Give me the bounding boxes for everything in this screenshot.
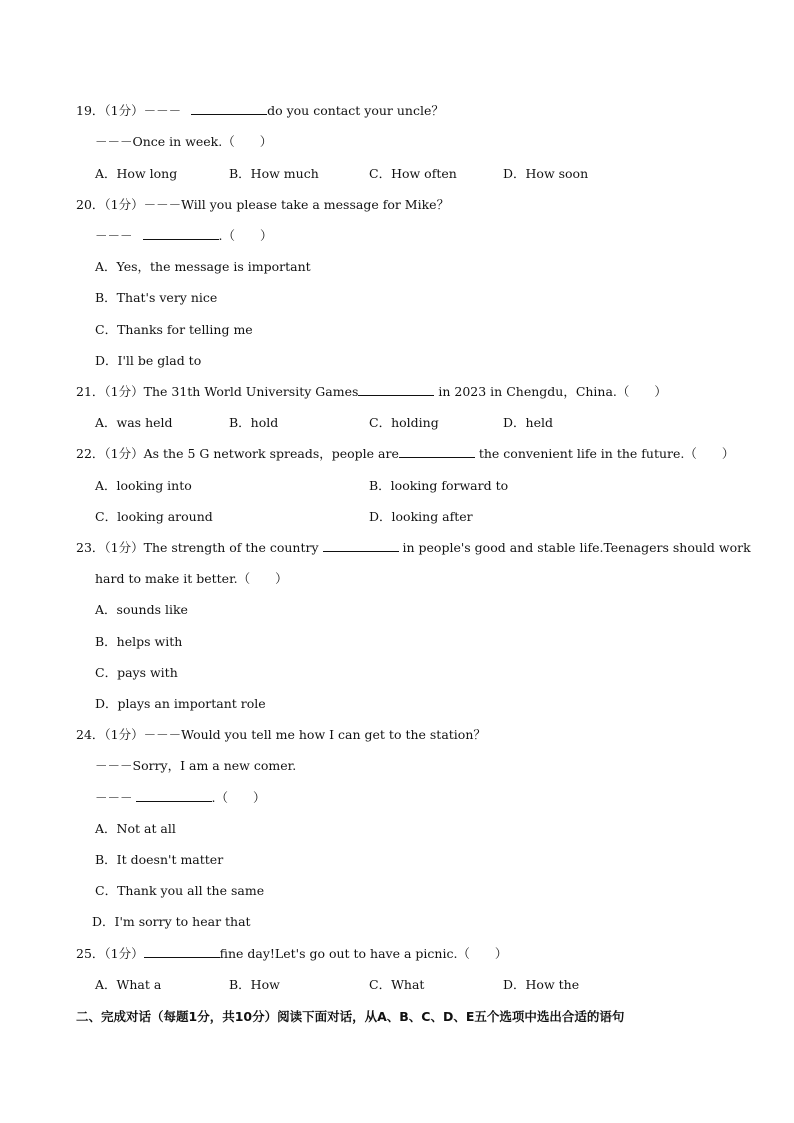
section-2-heading: 二、完成对话（每题1分，共10分）阅读下面对话，从A、B、C、D、E五个选项中选出合适的语句 — [76, 1009, 625, 1024]
q20-reply — [95, 228, 272, 244]
q24-option-d: D．I'm sorry to hear that — [92, 914, 251, 929]
q22-option-a: A．looking into — [95, 478, 192, 493]
q21-option-d: D．held — [503, 415, 553, 430]
question-24: 24．（1分）－－－Would you tell me how I can get to the station？ — [76, 727, 486, 742]
question-19 — [76, 103, 444, 119]
question-25 — [76, 946, 507, 962]
q21-option-c: C．holding — [369, 415, 439, 430]
q20-option-a: A．Yes，the message is important — [95, 259, 311, 274]
q21-option-a: A．was held — [95, 415, 173, 430]
q25-blank — [144, 946, 220, 958]
question-22 — [76, 446, 734, 462]
q25-option-b: B．How — [229, 977, 280, 992]
q24-reply-dash: －－－ — [95, 790, 133, 805]
q22-option-c: C．looking around — [95, 509, 213, 524]
q20-blank — [143, 228, 219, 240]
q19-option-d: D．How soon — [503, 166, 589, 181]
q19-option-b: B．How much — [229, 166, 319, 181]
q22-text-tail: the convenient life in the future.（ ） — [478, 446, 735, 461]
q23-text: 23．（1分）The strength of the country — [76, 540, 319, 555]
question-23 — [76, 540, 751, 556]
q23-option-c: C．pays with — [95, 665, 178, 680]
q20-reply-tail: .（ ） — [218, 228, 273, 243]
q22-option-d: D．looking after — [369, 509, 473, 524]
q19-blank — [191, 103, 267, 115]
q25-text: fine day!Let's go out to have a picnic.（ ） — [219, 946, 508, 961]
q24-option-b: B．It doesn't matter — [95, 852, 224, 867]
q24-reply-1: －－－Sorry，I am a new comer. — [95, 758, 297, 773]
q25-option-d: D．How the — [503, 977, 580, 992]
q23-option-d: D．plays an important role — [95, 696, 266, 711]
q25-option-a: A．What a — [95, 977, 162, 992]
q24-reply-2 — [95, 790, 266, 806]
q20-option-b: B．That's very nice — [95, 290, 218, 305]
q19-option-c: C．How often — [369, 166, 457, 181]
q23-option-b: B．helps with — [95, 634, 183, 649]
q20-option-c: C．Thanks for telling me — [95, 322, 253, 337]
q19-number: 19．（1分）－－－ — [76, 103, 182, 118]
q25-option-c: C．What — [369, 977, 425, 992]
q20-reply-dash: －－－ — [95, 228, 133, 243]
question-21 — [76, 384, 667, 400]
q22-option-b: B．looking forward to — [369, 478, 509, 493]
q21-text: 21．（1分）The 31th World University Games — [76, 384, 359, 399]
q19-option-a: A．How long — [95, 166, 178, 181]
q25-number: 25．（1分） — [76, 946, 144, 961]
q23-blank — [323, 540, 399, 552]
q21-blank — [358, 384, 434, 396]
q23-text-continued: hard to make it better.（ ） — [95, 571, 288, 586]
q24-option-c: C．Thank you all the same — [95, 883, 265, 898]
q24-option-a: A．Not at all — [95, 821, 176, 836]
q19-text: do you contact your uncle？ — [267, 103, 444, 118]
q24-blank — [136, 790, 212, 802]
q19-reply: －－－Once in week.（ ） — [95, 134, 273, 149]
q22-text: 22．（1分）As the 5 G network spreads，people are — [76, 446, 399, 461]
q23-text-tail: in people's good and stable life.Teenagers should work — [402, 540, 751, 555]
q21-text-tail: in 2023 in Chengdu，China.（ ） — [438, 384, 667, 399]
q22-blank — [399, 446, 475, 458]
q24-reply-tail: .（ ） — [211, 790, 266, 805]
question-20: 20．（1分）－－－Will you please take a message for Mike？ — [76, 197, 450, 212]
q21-option-b: B．hold — [229, 415, 279, 430]
q23-option-a: A．sounds like — [95, 602, 188, 617]
q20-option-d: D．I'll be glad to — [95, 353, 202, 368]
